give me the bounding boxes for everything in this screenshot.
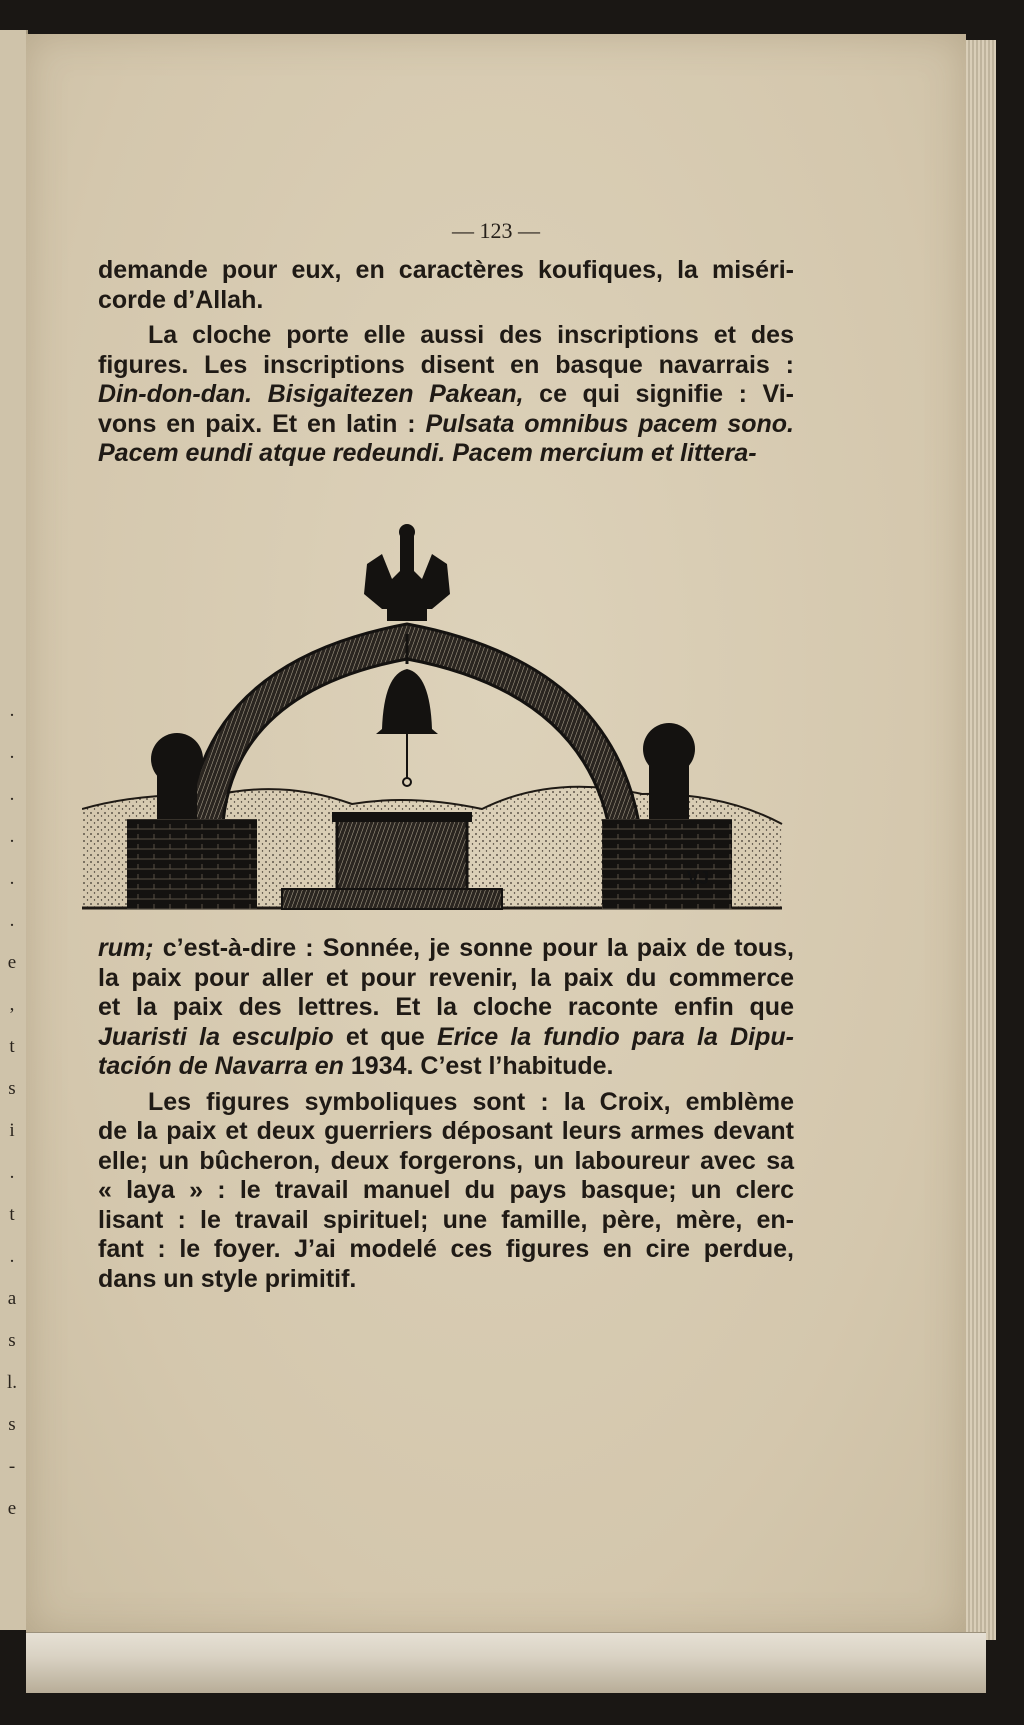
left-margin-char: . bbox=[9, 1246, 15, 1267]
italic-phrase: Pulsata omnibus pacem sono. bbox=[425, 409, 794, 438]
italic-phrase: Din-don-dan. Bisigaitezen Pakean, bbox=[98, 380, 524, 408]
text-line bbox=[98, 1147, 794, 1177]
text-segment: et la paix des lettres. Et la cloche raconte enfin que bbox=[98, 993, 794, 1021]
eagle-icon bbox=[364, 524, 450, 621]
italic-phrase: Juaristi la esculpio bbox=[98, 1022, 334, 1051]
left-margin-char: . bbox=[9, 826, 15, 847]
left-margin-char: - bbox=[8, 1456, 16, 1477]
text-line bbox=[98, 993, 794, 1023]
text-segment: de la paix et deux guerriers déposant leurs armes devant bbox=[98, 1117, 794, 1145]
text-segment: dans un style primitif. bbox=[98, 1264, 357, 1293]
right-page-stack bbox=[965, 40, 996, 1640]
page-number: — 123 — bbox=[452, 218, 540, 243]
artist-signature: VJ bbox=[687, 868, 710, 888]
altar bbox=[337, 817, 467, 897]
arch-bell-illustration bbox=[82, 524, 857, 924]
paragraph-3 bbox=[98, 934, 794, 1082]
text-line bbox=[98, 964, 794, 994]
right-pillar bbox=[602, 819, 732, 909]
left-margin-char: , bbox=[9, 994, 15, 1015]
text-segment: Les figures symboliques sont : la Croix, emblème bbox=[148, 1087, 794, 1116]
italic-phrase: tación de Navarra en bbox=[98, 1052, 344, 1080]
left-margin-char: . bbox=[9, 700, 15, 721]
text-segment: lisant : le travail spirituel; une famille, père, mère, en- bbox=[98, 1205, 794, 1234]
text-line bbox=[98, 351, 794, 381]
text-segment: et que bbox=[333, 1022, 437, 1051]
text-line bbox=[98, 934, 794, 964]
text-line bbox=[98, 1023, 794, 1053]
left-margin-char: s bbox=[8, 1330, 16, 1351]
text-segment: figures. Les inscriptions disent en basque navarrais : bbox=[98, 350, 794, 379]
text-line bbox=[98, 1265, 794, 1295]
left-margin-char: e bbox=[7, 952, 17, 973]
text-segment: fant : le foyer. J’ai modelé ces figures en cire perdue, bbox=[98, 1235, 794, 1263]
paragraph-4 bbox=[98, 1088, 794, 1295]
left-margin-char: i bbox=[9, 1120, 15, 1141]
paragraph-1 bbox=[98, 256, 794, 315]
text-segment: la paix pour aller et pour revenir, la paix du commerce bbox=[98, 963, 794, 992]
book-page bbox=[26, 34, 966, 1634]
left-margin-char: s bbox=[8, 1078, 16, 1099]
text-block-top bbox=[98, 256, 794, 475]
text-line bbox=[98, 1088, 794, 1118]
left-margin-char: l. bbox=[6, 1372, 18, 1393]
text-line bbox=[98, 1117, 794, 1147]
italic-phrase: Pacem eundi atque redeundi. Pacem mercium et littera- bbox=[98, 439, 757, 467]
text-line bbox=[98, 380, 794, 410]
text-segment: « laya » : le travail manuel du pays basque; un clerc bbox=[98, 1176, 794, 1204]
left-margin-char: t bbox=[9, 1036, 15, 1057]
left-margin-char: s bbox=[8, 1414, 16, 1435]
paragraph-2 bbox=[98, 321, 794, 469]
text-segment: c’est-à-dire : Sonnée, je sonne pour la paix de tous, bbox=[153, 934, 794, 962]
left-margin-char: . bbox=[9, 742, 15, 763]
left-margin-char: e bbox=[7, 1498, 17, 1519]
text-segment: vons en paix. Et en latin : bbox=[98, 409, 426, 438]
page-bottom-edge bbox=[26, 1632, 986, 1693]
text-segment: corde d’Allah. bbox=[98, 285, 264, 314]
left-margin-char: . bbox=[9, 784, 15, 805]
italic-phrase: rum; bbox=[98, 934, 154, 962]
text-line bbox=[98, 1235, 794, 1265]
text-line bbox=[98, 286, 794, 316]
text-line bbox=[98, 321, 794, 351]
left-margin-char: . bbox=[9, 1162, 15, 1183]
text-segment: ce qui signifie : Vi- bbox=[523, 380, 794, 408]
left-margin-char: . bbox=[9, 910, 15, 931]
text-segment: demande pour eux, en caractères koufiques, la miséri- bbox=[98, 256, 794, 284]
text-segment: 1934. C’est l’habitude. bbox=[343, 1052, 614, 1080]
text-line bbox=[98, 1052, 794, 1082]
text-line bbox=[98, 410, 794, 440]
text-line bbox=[98, 1206, 794, 1236]
text-line bbox=[98, 1176, 794, 1206]
italic-phrase: Erice la fundio para la Dipu- bbox=[436, 1022, 794, 1051]
left-page-edge bbox=[0, 30, 28, 1630]
text-segment: La cloche porte elle aussi des inscriptions et des bbox=[148, 321, 794, 349]
left-margin-char: a bbox=[7, 1288, 17, 1309]
text-line bbox=[98, 439, 794, 469]
text-segment: elle; un bûcheron, deux forgerons, un laboureur avec sa bbox=[98, 1146, 794, 1175]
left-margin-char: . bbox=[9, 868, 15, 889]
bell bbox=[376, 669, 438, 734]
left-pillar bbox=[127, 819, 257, 909]
text-block-bottom bbox=[98, 934, 794, 1300]
text-line bbox=[98, 256, 794, 286]
left-margin-char: t bbox=[9, 1204, 15, 1225]
